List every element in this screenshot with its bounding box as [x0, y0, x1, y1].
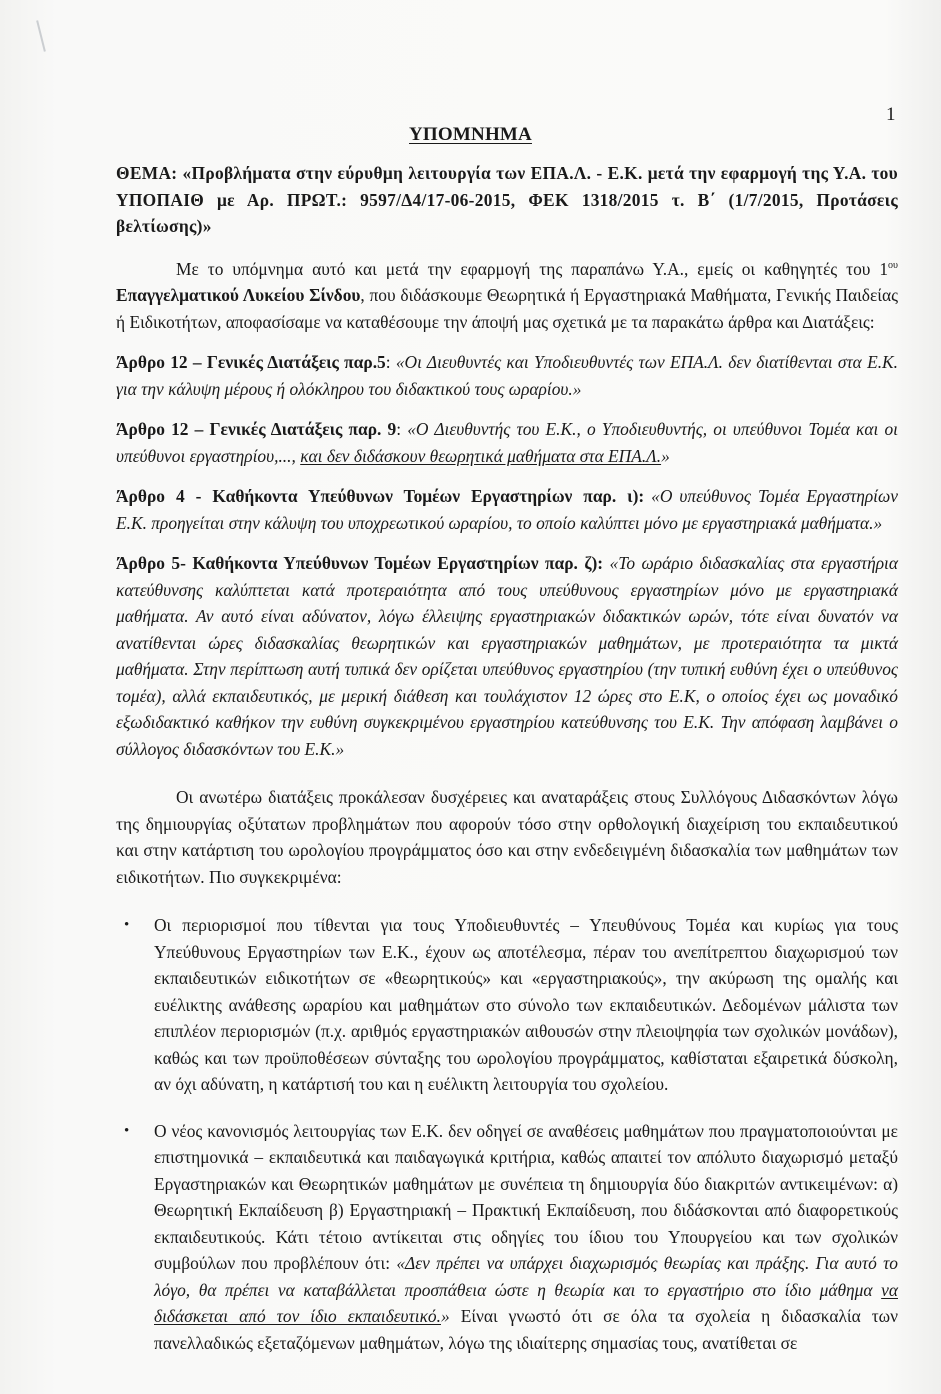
- ministry-quote-underlined: να διδάσκεται από τον ίδιο εκπαιδευτικό.: [154, 1279, 898, 1326]
- bullet-icon: •: [124, 1122, 130, 1139]
- intro-text-1: Με το υπόμνημα αυτό και μετά την εφαρμογή της παραπάνω Υ.Α., εμείς οι καθηγητές του 1: [176, 258, 889, 279]
- article-paragraph: Άρθρο 12 – Γενικές Διατάξεις παρ.5: «Οι Διευθυντές και Υποδιευθυντές των ΕΠΑ.Λ. δεν διατίθενται στα Ε.Κ. για την κάλυψη μέρους ή ολόκληρου του διδακτικού τους ωραρίου.»: [116, 352, 898, 399]
- list-item-text-continued: Είναι γνωστό ότι σε όλα τα σχολεία η διδασκαλία των πανελλαδικώς εξεταζόμενων μαθημάτων, λόγω της ιδιαίτερης σημασίας τους, ανατίθεται σε: [154, 1306, 898, 1353]
- article-quote: «Ο υπεύθυνος Τομέα Εργαστηρίων Ε.Κ. προηγείται στην κάλυψη του υποχρεωτικού ωραρίου, το οποίο καλύπτει μόνο με εργαστηριακά μαθήματα.»: [116, 486, 898, 533]
- article-quote-underlined: και δεν διδάσκουν θεωρητικά μαθήματα στα ΕΠΑ.Λ.: [300, 445, 662, 466]
- bullet-list: [116, 912, 898, 1356]
- document-body: [116, 160, 898, 1370]
- article-heading: Άρθρο 12 – Γενικές Διατάξεις παρ. 9: [116, 419, 397, 439]
- article-quote: «Οι Διευθυντές και Υποδιευθυντές των ΕΠΑ.Λ. δεν διατίθενται στα Ε.Κ. για την κάλυψη μέρους ή ολόκληρου του διδακτικού τους ωραρίου.»: [116, 352, 898, 399]
- subject-line: ΘΕΜΑ: «Προβλήματα στην εύρυθμη λειτουργία των ΕΠΑ.Λ. - Ε.Κ. μετά την εφαρμογή της Υ.Α. του ΥΠΟΠΑΙΘ με Αρ. ΠΡΩΤ.: 9597/Δ4/17-06-2015, ΦΕΚ 1318/2015 τ. Β΄ (1/7/2015, Προτάσεις βελτίωσης)»: [116, 163, 898, 236]
- article-heading: Άρθρο 5- Καθήκοντα Υπεύθυνων Τομέων Εργαστηρίων παρ. ζ):: [116, 553, 604, 573]
- list-item-text: Οι περιορισμοί που τίθενται για τους Υποδιευθυντές – Υπευθύνους Τομέα και κυρίως για τους Υπεύθυνους Εργαστηρίων των Ε.Κ., έχουν ως αποτέλεσμα, πέραν του ανεπίτρεπτου διαχωρισμού των εκπαιδευτικών ειδικοτήτων σε «θεωρητικούς» και «εργαστηριακούς», την ακύρωση της ομαλής και ευέλικτης ανάθεσης ωραρίου και μαθημάτων στο σύνολο των εκπαιδευτικών. Δεδομένων μάλιστα των επιπλέον περιορισμών (π.χ. αριθμός εργαστηριακών αιθουσών στην πλειοψηφία των σχολικών μονάδων), καθώς και των προϋποθέσεων σύνταξης του ωρολογίου προγράμματος, καθίσταται εξαιρετικά δύσκολη, αν όχι αδύνατη, η κατάρτισή του και η ευέλικτη λειτουργία του σχολείου.: [154, 915, 898, 1094]
- page-number: 1: [886, 104, 896, 125]
- scan-artifact-mark: [36, 20, 46, 52]
- school-name: Επαγγελματικού Λυκείου Σίνδου: [116, 285, 361, 305]
- ministry-quote: «Δεν πρέπει να υπάρχει διαχωρισμός θεωρίας και πράξης. Για αυτό το λόγο, θα πρέπει να καταβάλλεται προσπάθεια ώστε η θεωρία και το εργαστήριο στο ίδιο μάθημα: [154, 1253, 898, 1300]
- list-item: [116, 912, 898, 1098]
- article-heading: Άρθρο 12 – Γενικές Διατάξεις παρ.5: [116, 352, 386, 372]
- intro-text-2: , που διδάσκουμε Θεωρητικά ή Εργαστηριακά Μαθήματα, Γενικής Παιδείας ή Ειδικοτήτων, αποφασίσαμε να καταθέσουμε την άποψή μας σχετικά με τα παρακάτω άρθρα και Διατάξεις:: [116, 285, 898, 332]
- article-heading: Άρθρο 4 - Καθήκοντα Υπεύθυνων Τομέων Εργαστηρίων παρ. ι):: [116, 486, 645, 506]
- intro-paragraph: [116, 256, 898, 336]
- article-paragraph: [116, 550, 898, 762]
- ordinal-suffix: ου: [888, 259, 898, 271]
- bullet-icon: •: [124, 917, 130, 933]
- article-paragraph: Άρθρο 12 – Γενικές Διατάξεις παρ. 9: «Ο Διευθυντής του Ε.Κ., ο Υποδιευθυντής, οι υπεύθυνοι Τομέα και οι υπεύθυνοι εργαστηρίου,..., και δεν διδάσκουν θεωρητικά μαθήματα στα ΕΠΑ.Λ.»: [116, 419, 899, 466]
- article-quote: «Το ωράριο διδασκαλίας στα εργαστήρια κατεύθυνσης καλύπτεται κατά προτεραιότητα από τους υπεύθυνους εργαστηρίων μόνο με εργαστηριακά μαθήματα. Αν αυτό είναι αδύνατον, λόγω έλλειψης εργαστηριακών διδακτικών ωρών, τότε είναι δυνατόν να ανατίθενται ώρες διδασκαλίας θεωρητικών και εργαστηριακών μαθημάτων, με προτεραιότητα τα μικτά μαθήματα. Στην περίπτωση αυτή τυπικά δεν ορίζεται υπεύθυνος εργαστηρίου (την τυπική ευθύνη έχει ο υπεύθυνος τομέα), αλλά εκπαιδευτικός, με μερική διάθεση και τουλάχιστον 12 ώρες στο Ε.Κ, ο οποίος έχει ως μοναδικό εξωδιδακτικό καθήκον την ευθύνη συγκεκριμένου εργαστηρίου κατεύθυνσης του Ε.Κ. Την απόφαση λαμβάνει ο σύλλογος διδασκόντων του Ε.Κ.»: [116, 553, 899, 759]
- list-item-text: Ο νέος κανονισμός λειτουργίας των Ε.Κ. δεν οδηγεί σε αναθέσεις μαθημάτων που πραγματοποιούνται με επιστημονικά – εκπαιδευτικά και παιδαγωγικά κριτήρια, καθώς απαιτεί τον απόλυτο διαχωρισμό μεταξύ Εργαστηριακών και Θεωρητικών μαθημάτων με συνέπεια τη δημιουργία δύο διακριτών αντικειμένων: α) Θεωρητική Εκπαίδευση β) Εργαστηριακή – Πρακτική Εκπαίδευση, που διδάσκονται από διαφορετικούς εκπαιδευτικούς. Κάτι τέτοιο αντίκειται στις οδηγίες του ίδιου του Υπουργείου και των σχολικών συμβούλων που προβλέπουν ότι:: [154, 1120, 898, 1273]
- list-item: • Ο νέος κανονισμός λειτουργίας των Ε.Κ. δεν οδηγεί σε αναθέσεις μαθημάτων που πραγματοποιούνται με επιστημονικά – εκπαιδευτικά και παιδαγωγικά κριτήρια, καθώς απαιτεί τον απόλυτο διαχωρισμό μεταξύ Εργαστηριακών και Θεωρητικών μαθημάτων με συνέπεια τη δημιουργία δύο διακριτών αντικειμένων: α) Θεωρητική Εκπαίδευση β) Εργαστηριακή – Πρακτική Εκπαίδευση, που διδάσκονται από διαφορετικούς εκπαιδευτικούς. Κάτι τέτοιο αντίκειται στις οδηγίες του ίδιου του Υπουργείου και των σχολικών συμβούλων που προβλέπουν ότι: «Δεν πρέπει να υπάρχει διαχωρισμός θεωρίας και πράξης. Για αυτό το λόγο, θα πρέπει να καταβάλλεται προσπάθεια ώστε η θεωρία και το εργαστήριο στο ίδιο μάθημα να διδάσκεται από τον ίδιο εκπαιδευτικό.» Είναι γνωστό ότι σε όλα τα σχολεία η διδασκαλία των πανελλαδικώς εξεταζόμενων μαθημάτων, λόγω της ιδιαίτερης σημασίας τους, ανατίθεται σε: [116, 1118, 898, 1357]
- summary-paragraph: Οι ανωτέρω διατάξεις προκάλεσαν δυσχέρειες και αναταράξεις στους Συλλόγους Διδασκόντων λόγω της δημιουργίας οξύτατων προβλημάτων που αφορούν τόσο στην ορθολογική διαχείριση του εκπαιδευτικού και στην κατάρτιση του ωρολογίου προγράμματος όσο και στην ενδεδειγμένη διδασκαλία των μαθημάτων των ειδικοτήτων. Πιο συγκεκριμένα:: [116, 787, 898, 887]
- document-title: ΥΠΟΜΝΗΜΑ: [409, 124, 532, 145]
- article-quote: «Ο Διευθυντής του Ε.Κ., ο Υποδιευθυντής, οι υπεύθυνοι Τομέα και οι υπεύθυνοι εργαστηρίου,...,: [116, 419, 899, 466]
- article-paragraph: [116, 483, 898, 536]
